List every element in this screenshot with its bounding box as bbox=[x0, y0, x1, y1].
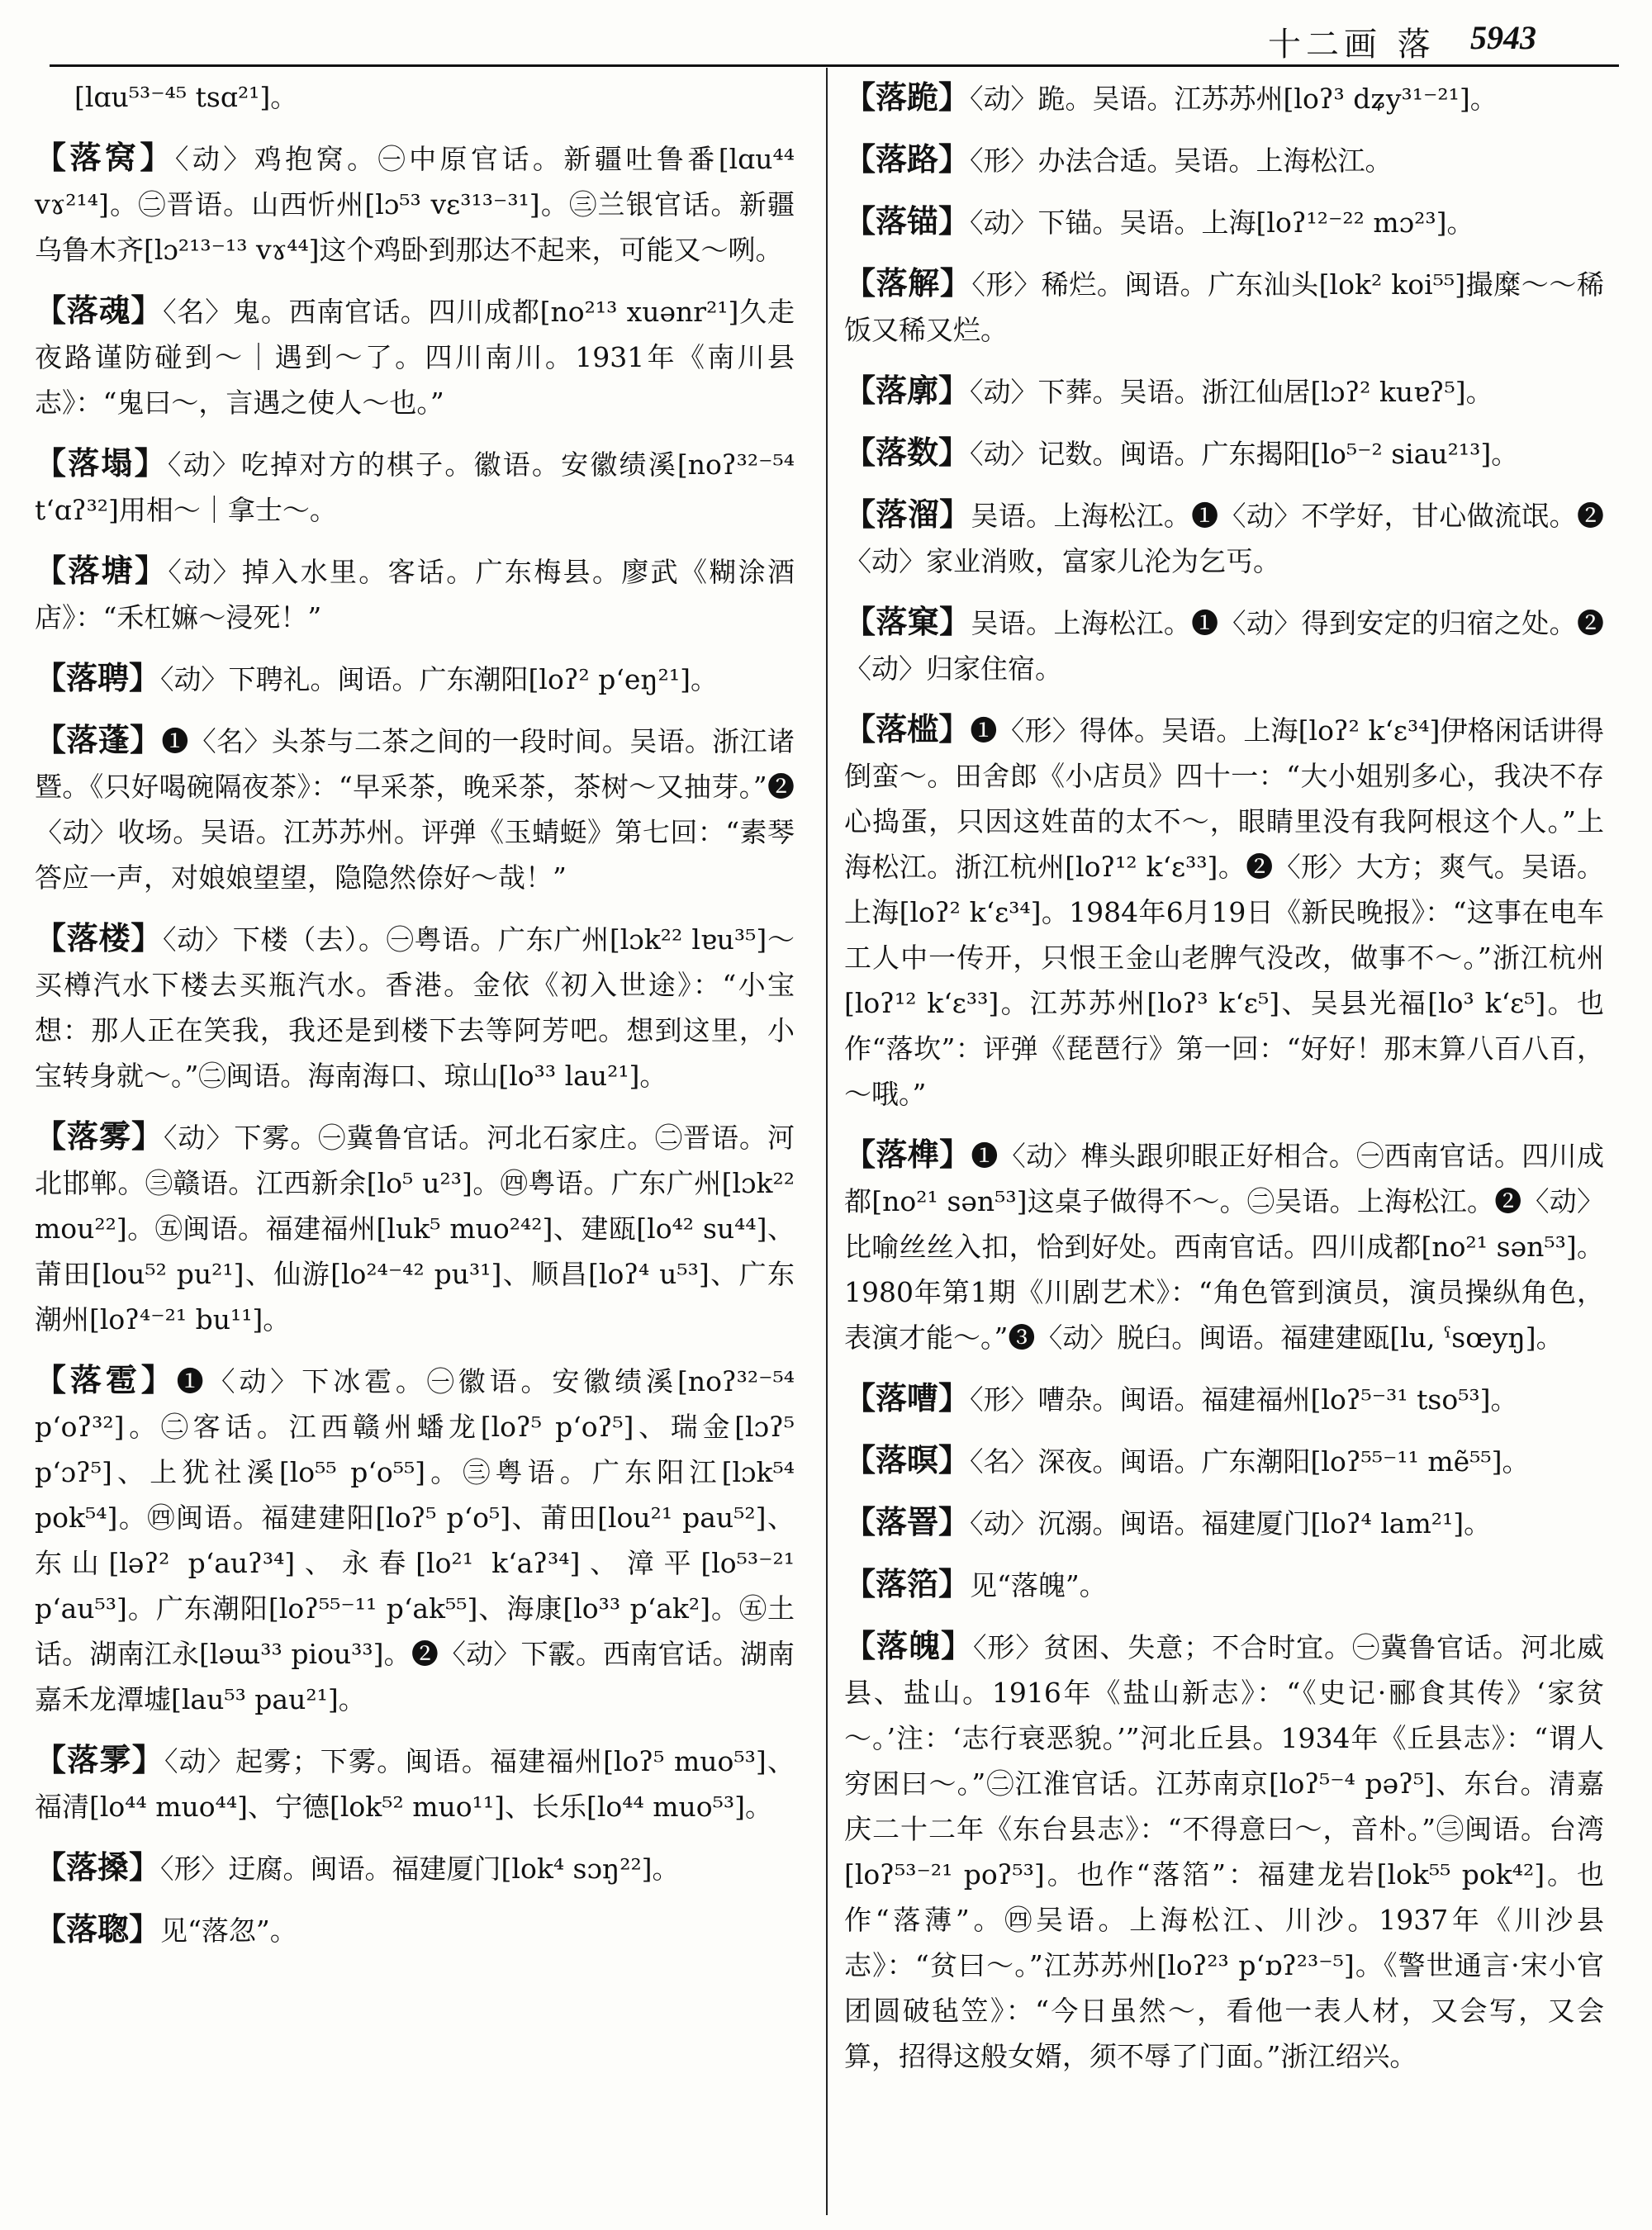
page-header bbox=[0, 0, 1652, 64]
dictionary-entry bbox=[844, 198, 1604, 245]
dictionary-entry bbox=[844, 74, 1604, 121]
dictionary-entry bbox=[35, 1357, 795, 1722]
dictionary-entry bbox=[844, 1375, 1604, 1422]
entry-headword: 【 落罯 】 bbox=[844, 1503, 970, 1540]
dictionary-entry bbox=[35, 1906, 795, 1953]
right-column bbox=[844, 74, 1604, 2094]
dictionary-entry bbox=[844, 491, 1604, 584]
dictionary-entry bbox=[35, 1844, 795, 1891]
column-divider bbox=[826, 68, 828, 2215]
entry-definition: 〈动〉跪。吴语。江苏苏州[loʔ³ dʑy³¹⁻²¹]。 bbox=[970, 83, 1498, 115]
entry-definition: [lɑu⁵³⁻⁴⁵ tsɑ²¹]。 bbox=[74, 81, 298, 113]
entry-headword: 【 落跪 】 bbox=[844, 78, 970, 116]
dictionary-entry bbox=[844, 136, 1604, 183]
entry-headword: 【 落解 】 bbox=[844, 264, 971, 301]
dictionary-entry bbox=[844, 1623, 1604, 2079]
entry-headword: 【 落窠 】 bbox=[844, 603, 971, 640]
entry-definition: 〈动〉下葬。吴语。浙江仙居[lɔʔ² kuɐʔ⁵]。 bbox=[970, 376, 1493, 408]
entry-definition: 〈动〉掉入水里。客话。广东梅县。廖武《糊涂酒店》：“禾杠嫲～浸死！” bbox=[35, 556, 795, 633]
entry-headword: 【 落雾 】 bbox=[35, 1117, 164, 1155]
entry-headword: 【 落嘈 】 bbox=[844, 1379, 970, 1416]
entry-headword: 【 落数 】 bbox=[844, 434, 970, 471]
entry-definition: 〈动〉记数。闽语。广东揭阳[lo⁵⁻² siau²¹³]。 bbox=[970, 438, 1519, 470]
entry-headword: 【 落雹 】 bbox=[35, 1361, 177, 1398]
entry-definition: 〈形〉迂腐。闽语。福建厦门[lok⁴ sɔŋ²²]。 bbox=[160, 1853, 680, 1885]
entry-headword: 【 落聘 】 bbox=[35, 659, 160, 696]
dictionary-entry bbox=[844, 599, 1604, 691]
entry-headword: 【 落聦 】 bbox=[35, 1910, 160, 1948]
entry-definition: 〈动〉下锚。吴语。上海[loʔ¹²⁻²² mɔ²³]。 bbox=[970, 206, 1474, 239]
entry-headword: 【 落暝 】 bbox=[844, 1441, 970, 1478]
dictionary-entry bbox=[35, 1113, 795, 1342]
dictionary-entry bbox=[844, 1132, 1604, 1360]
entry-headword: 【 落箔 】 bbox=[844, 1565, 970, 1602]
entry-definition: 〈形〉贫困、失意；不合时宜。㊀冀鲁官话。河北威县、盐山。1916年《盐山新志》：“《史记·郦食其传》‘家贫～。’注：‘志行衰恶貌。’”河北丘县。1934年《丘县志》：“谓人穷困曰～。”㊁江淮官话。江苏南京[loʔ⁵⁻⁴ pəʔ⁵]、东台。清嘉庆二十二年《东台县志》：“不得意曰～，音朴。”㊂闽语。台湾[loʔ⁵³⁻²¹ poʔ⁵³]。也作“落箔”：福建龙岩[lok⁵⁵ pok⁴²]。也作“落薄”。㊃吴语。上海松江、川沙。1937年《川沙县志》：“贫曰～。”江苏苏州[loʔ²³ p‘ɒʔ²³⁻⁵]。《警世通言·宋小官团圆破毡笠》：“今日虽然～，看他一表人材，又会写，又会算，招得这般女婿，须不辱了门面。”浙江绍兴。 bbox=[844, 1631, 1604, 2072]
entry-definition: 〈名〉鬼。西南官话。四川成都[no²¹³ xuənr²¹]久走夜路谨防碰到～｜遇到～了。四川南川。1931年《南川县志》：“鬼曰～，言遇之使人～也。” bbox=[35, 296, 795, 419]
entry-headword: 【 落路 】 bbox=[844, 140, 970, 178]
entry-definition: 〈动〉吃掉对方的棋子。徽语。安徽绩溪[noʔ³²⁻⁵⁴ t‘ɑʔ³²]用相～｜拿士～。 bbox=[35, 448, 795, 526]
header-rule bbox=[50, 64, 1619, 67]
dictionary-entry bbox=[844, 1437, 1604, 1484]
entry-definition: ❶〈形〉得体。吴语。上海[loʔ² k‘ɛ³⁴]伊格闲话讲得倒蛮～。田舍郎《小店员》四十一：“大小姐别多心，我决不存心捣蛋，只因这姓苗的太不～，眼睛里没有我阿根这个人。”上海松江。浙江杭州[loʔ¹² k‘ɛ³³]。❷〈形〉大方；爽气。吴语。上海[loʔ² k‘ɛ³⁴]。1984年6月19日《新民晚报》：“这事在电车工人中一传开，只恨王金山老脾气没改，做事不～。”浙江杭州[loʔ¹² k‘ɛ³³]。江苏苏州[loʔ³ k‘ɛ⁵]、吴县光福[lo³ k‘ɛ⁵]。也作“落坎”：评弹《琵琶行》第一回：“好好！那末算八百八百，～哦。” bbox=[844, 714, 1604, 1110]
entry-definition: ❶〈动〉榫头跟卯眼正好相合。㊀西南官话。四川成都[no²¹ sən⁵³]这桌子做得不～。㊁吴语。上海松江。❷〈动〉比喻丝丝入扣，恰到好处。西南官话。四川成都[no²¹ sən⁵³]。1980年第1期《川剧艺术》：“角色管到演员，演员操纵角色，表演才能～。”❸〈动〉脱臼。闽语。福建建瓯[lu, ˤsœyŋ]。 bbox=[844, 1140, 1604, 1354]
dictionary-entry bbox=[35, 287, 795, 425]
entry-headword: 【 落溜 】 bbox=[844, 496, 971, 533]
entry-definition: 见“落忽”。 bbox=[160, 1914, 297, 1947]
entry-definition: 〈名〉深夜。闽语。广东潮阳[loʔ⁵⁵⁻¹¹ mẽ⁵⁵]。 bbox=[970, 1445, 1530, 1478]
entry-headword: 【 落窝 】 bbox=[35, 139, 175, 176]
entry-definition: 〈动〉下聘礼。闽语。广东潮阳[loʔ² p‘eŋ²¹]。 bbox=[160, 663, 718, 695]
entry-definition: 〈动〉沉溺。闽语。福建厦门[loʔ⁴ lam²¹]。 bbox=[970, 1507, 1492, 1540]
entry-definition: 〈形〉嘈杂。闽语。福建福州[loʔ⁵⁻³¹ tso⁵³]。 bbox=[970, 1383, 1518, 1416]
page-number: 5943 bbox=[1470, 19, 1536, 56]
entry-headword: 【 落魄 】 bbox=[844, 1627, 973, 1664]
entry-definition: 吴语。上海松江。❶〈动〉得到安定的归宿之处。❷〈动〉归家住宿。 bbox=[844, 607, 1604, 685]
entry-definition: 〈动〉下楼（去）。㊀粤语。广东广州[lɔk²² lɐu³⁵]～买樽汽水下楼去买瓶汽水。香港。金依《初入世途》：“小宝想：那人正在笑我，我还是到楼下去等阿芳吧。想到这里，小宝转身就～。”㊁闽语。海南海口、琼山[lo³³ lau²¹]。 bbox=[35, 923, 795, 1092]
entry-definition: 吴语。上海松江。❶〈动〉不学好，甘心做流氓。❷〈动〉家业消败，富家儿沦为乞丐。 bbox=[844, 500, 1604, 577]
entry-headword: 【 落蓬 】 bbox=[35, 721, 161, 758]
entry-definition: ❶〈动〉下冰雹。㊀徽语。安徽绩溪[noʔ³²⁻⁵⁴ p‘oʔ³²]。㊁客话。江西赣州蟠龙[loʔ⁵ p‘oʔ⁵]、瑞金[lɔʔ⁵ p‘ɔʔ⁵]、上犹社溪[lo⁵⁵ p‘o⁵⁵]。㊂粤语。广东阳江[lɔk⁵⁴ pok⁵⁴]。㊃闽语。福建建阳[loʔ⁵ p‘o⁵]、莆田[lou²¹ pau⁵²]、东山[ləʔ² p‘auʔ³⁴]、永春[lo²¹ k‘aʔ³⁴]、漳平[lo⁵³⁻²¹ p‘au⁵³]。广东潮阳[loʔ⁵⁵⁻¹¹ p‘ak⁵⁵]、海康[lo³³ p‘ak²]。㊄土话。湖南江永[ləɯ³³ piou³³]。❷〈动〉下霰。西南官话。湖南嘉禾龙潭墟[lau⁵³ pau²¹]。 bbox=[35, 1365, 795, 1715]
entry-headword: 【 落槛 】 bbox=[844, 710, 970, 747]
dictionary-entry bbox=[35, 1737, 795, 1829]
dictionary-entry bbox=[35, 135, 795, 273]
entry-headword: 【 落榫 】 bbox=[844, 1136, 971, 1173]
dictionary-entry bbox=[844, 429, 1604, 477]
dictionary-entry bbox=[844, 1499, 1604, 1546]
dictionary-entry bbox=[35, 717, 795, 900]
entry-definition: 见“落魄”。 bbox=[970, 1569, 1107, 1601]
entry-headword: 【 落锚 】 bbox=[844, 202, 970, 240]
left-column bbox=[35, 74, 795, 1968]
dictionary-entry bbox=[844, 368, 1604, 415]
entry-headword: 【 落楼 】 bbox=[35, 919, 163, 956]
dictionary-entry bbox=[35, 915, 795, 1098]
entry-definition: 〈动〉鸡抱窝。㊀中原官话。新疆吐鲁番[lɑu⁴⁴ vɤ²¹⁴]。㊁晋语。山西忻州[lɔ⁵³ vɛ³¹³⁻³¹]。㊂兰银官话。新疆乌鲁木齐[lɔ²¹³⁻¹³ vɤ⁴⁴]这个鸡卧到那达不起来，可能又～咧。 bbox=[35, 143, 795, 266]
entry-definition: ❶〈名〉头茶与二茶之间的一段时间。吴语。浙江诸暨。《只好喝碗隔夜茶》：“早采茶，晚采茶，茶树～又抽芽。”❷〈动〉收场。吴语。江苏苏州。评弹《玉蜻蜓》第七回：“素琴答应一声，对娘娘望望，隐隐然倷好～哉！” bbox=[35, 725, 795, 894]
entry-headword: 【 落搡 】 bbox=[35, 1848, 160, 1886]
entry-definition: 〈形〉办法合适。吴语。上海松江。 bbox=[970, 145, 1393, 177]
entry-definition: 〈形〉稀烂。闽语。广东汕头[lok² koi⁵⁵]撮糜～～稀饭又稀又烂。 bbox=[844, 268, 1604, 346]
dictionary-entry bbox=[844, 1561, 1604, 1608]
dictionary-entry bbox=[844, 706, 1604, 1117]
entry-headword: 【 落雺 】 bbox=[35, 1741, 164, 1778]
entry-definition: 〈动〉下雾。㊀冀鲁官话。河北石家庄。㊁晋语。河北邯郸。㊂赣语。江西新余[lo⁵ u²³]。㊃粤语。广东广州[lɔk²² mou²²]。㊄闽语。福建福州[luk⁵ muo²⁴²]、建瓯[lo⁴² su⁴⁴]、莆田[lou⁵² pu²¹]、仙游[lo²⁴⁻⁴² pu³¹]、顺昌[loʔ⁴ u⁵³]、广东潮州[loʔ⁴⁻²¹ bu¹¹]。 bbox=[35, 1122, 795, 1336]
dictionary-entry bbox=[35, 74, 795, 120]
entry-definition: 〈动〉起雾；下雾。闽语。福建福州[loʔ⁵ muo⁵³]、福清[lo⁴⁴ muo⁴⁴]、宁德[lok⁵² muo¹¹]、长乐[lo⁴⁴ muo⁵³]。 bbox=[35, 1745, 795, 1823]
dictionary-entry bbox=[844, 260, 1604, 353]
entry-headword: 【 落廓 】 bbox=[844, 372, 970, 409]
entry-headword: 【 落魂 】 bbox=[35, 292, 163, 329]
dictionary-entry bbox=[35, 655, 795, 702]
entry-headword: 【 落塘 】 bbox=[35, 552, 168, 589]
entry-headword: 【 落塌 】 bbox=[35, 444, 168, 482]
section-title: 十二画 落 bbox=[1268, 26, 1436, 64]
dictionary-entry bbox=[35, 548, 795, 640]
dictionary-entry bbox=[35, 440, 795, 533]
